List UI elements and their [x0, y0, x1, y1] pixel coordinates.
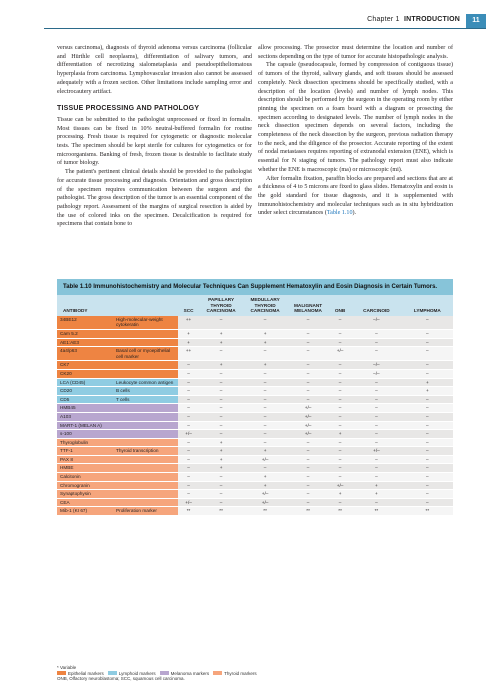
column-header: SCC: [178, 295, 199, 316]
value-cell: +/–: [351, 447, 402, 456]
antibody-cell: 4a4/p63: [57, 347, 114, 361]
value-cell: –: [287, 369, 329, 378]
value-cell: –: [178, 464, 199, 473]
value-cell: –: [287, 464, 329, 473]
value-cell: –: [402, 464, 453, 473]
value-cell: –: [243, 316, 287, 330]
value-cell: –: [243, 464, 287, 473]
antibody-cell: AE1:AE3: [57, 338, 114, 347]
value-cell: –: [287, 395, 329, 404]
table-row: [57, 316, 453, 330]
antibody-cell: MART-1 (MELAN A): [57, 421, 114, 430]
value-cell: **: [243, 507, 287, 516]
value-cell: –: [329, 464, 351, 473]
value-cell: –: [199, 404, 243, 413]
description-cell: [114, 430, 178, 439]
antibody-cell: LCA (CD45): [57, 378, 114, 387]
value-cell: –: [178, 412, 199, 421]
value-cell: –: [329, 387, 351, 396]
paragraph-text: After formalin fixation, paraffin blocks are prepared and sections that are at a thickness of 4 to 5 microns are fixed to glass slides. Hematoxylin and eosin is the gold standard for tissue diagnosis, and it is supplemented with immunohistochemistry and molecular techniques such as in situ hybridization under select circumstances (: [258, 175, 453, 217]
description-cell: [114, 369, 178, 378]
description-cell: Thyroid transcription: [114, 447, 178, 456]
value-cell: –: [402, 455, 453, 464]
value-cell: +/–: [329, 481, 351, 490]
table-row: [57, 498, 453, 507]
antibody-cell: Chromogranin: [57, 481, 114, 490]
value-cell: –: [199, 430, 243, 439]
value-cell: –: [351, 498, 402, 507]
value-cell: –: [351, 412, 402, 421]
value-cell: –: [199, 412, 243, 421]
value-cell: +/–: [287, 412, 329, 421]
description-cell: Leukocyte common antigen: [114, 378, 178, 387]
description-cell: [114, 361, 178, 370]
value-cell: –: [243, 347, 287, 361]
value-cell: –: [329, 361, 351, 370]
value-cell: –/–: [351, 361, 402, 370]
value-cell: –: [351, 473, 402, 482]
value-cell: –/–: [351, 369, 402, 378]
value-cell: –: [402, 404, 453, 413]
description-cell: [114, 421, 178, 430]
table-footnotes: [57, 665, 257, 682]
legend-label: Melanoma markers: [170, 670, 210, 676]
value-cell: –: [329, 498, 351, 507]
value-cell: –: [199, 473, 243, 482]
column-header: LYMPHOMA: [402, 295, 453, 316]
value-cell: –: [402, 316, 453, 330]
value-cell: –: [287, 455, 329, 464]
antibody-cell: s-100: [57, 430, 114, 439]
description-cell: [114, 473, 178, 482]
paragraph: [258, 175, 453, 219]
value-cell: –: [351, 464, 402, 473]
antibody-cell: HMBE: [57, 464, 114, 473]
value-cell: –: [329, 455, 351, 464]
antibody-cell: 34BE12: [57, 316, 114, 330]
value-cell: –: [351, 329, 402, 338]
value-cell: –: [243, 412, 287, 421]
value-cell: –: [351, 421, 402, 430]
value-cell: +: [243, 338, 287, 347]
value-cell: –: [178, 395, 199, 404]
value-cell: **: [199, 507, 243, 516]
value-cell: –: [402, 361, 453, 370]
value-cell: +: [329, 490, 351, 499]
legend-label: Thyroid markers: [224, 670, 257, 676]
table-row: [57, 421, 453, 430]
value-cell: –: [199, 369, 243, 378]
value-cell: –: [351, 455, 402, 464]
value-cell: –: [243, 395, 287, 404]
value-cell: –: [329, 369, 351, 378]
description-cell: [114, 438, 178, 447]
value-cell: –/–: [351, 316, 402, 330]
value-cell: –: [402, 329, 453, 338]
antibody-cell: Cam 5.2: [57, 329, 114, 338]
value-cell: –: [287, 316, 329, 330]
value-cell: –: [178, 447, 199, 456]
value-cell: –: [402, 369, 453, 378]
chapter-title: INTRODUCTION: [403, 16, 460, 23]
value-cell: –: [287, 378, 329, 387]
table-row: [57, 447, 453, 456]
value-cell: **: [402, 507, 453, 516]
antibody-cell: Calcitonin: [57, 473, 114, 482]
running-head: [367, 16, 460, 23]
value-cell: –: [402, 447, 453, 456]
value-cell: –: [351, 430, 402, 439]
value-cell: +: [243, 361, 287, 370]
antibody-cell: Synaptophysin: [57, 490, 114, 499]
value-cell: –: [329, 338, 351, 347]
table-row: [57, 387, 453, 396]
value-cell: –: [178, 455, 199, 464]
antibody-cell: TTF-1: [57, 447, 114, 456]
value-cell: –: [402, 498, 453, 507]
value-cell: –: [199, 481, 243, 490]
value-cell: –: [329, 438, 351, 447]
paragraph: The capsule (pseudocapsule, formed by compression of contiguous tissue) of tumors of the thyroid, salivary glands, and soft tissues should be assessed completely. Neck dissection specimens should be specifically studied, with a description of the location (levels) and number of lymph nodes. This description should be performed by the surgeon in the operating room by either pinning the specimen on a foam board with a diagram or prosecting the specimen according to designated levels. The number of lymph nodes in the neck dissection specimen depends on several factors, including the completeness of the neck dissection by the surgeon, previous radiation therapy to the neck, and the diligence of the prosector. Accurate reporting of the extent of nodal metastases requires reporting of extranodal extension (ENE), which is essential for N staging of tumors. The pathology report must also indicate whether the ENE is macroscopic (ma) or microscopic (mi).: [258, 62, 453, 173]
description-cell: High-molecular-weight cytokeratin: [114, 316, 178, 330]
value-cell: –: [178, 421, 199, 430]
paragraph: versus carcinoma), diagnosis of thyroid adenoma versus carcinoma (follicular and Hürthle cell neoplasms), differentiation of salivary tumors, and differentiation of necrotizing sialometaplasia and pseudoepitheliomatous hyperplasia from carcinoma. Lymphovascular invasion also cannot be assessed adequately with a frozen section. Other limitations include sampling error and electrocautery artifact.: [57, 45, 252, 95]
value-cell: –: [287, 481, 329, 490]
legend-item: [213, 671, 257, 677]
legend-label: Lymphoid markers: [118, 670, 156, 676]
column-header: MEDULLARY THYROID CARCINOMA: [243, 295, 287, 316]
value-cell: +: [199, 464, 243, 473]
value-cell: –: [329, 412, 351, 421]
table-row: [57, 455, 453, 464]
antibody-cell: CK7: [57, 361, 114, 370]
table-row: [57, 438, 453, 447]
value-cell: –: [351, 338, 402, 347]
description-cell: B cells: [114, 387, 178, 396]
value-cell: +: [243, 329, 287, 338]
value-cell: –: [402, 481, 453, 490]
table-row: [57, 361, 453, 370]
value-cell: –: [178, 481, 199, 490]
description-cell: T cells: [114, 395, 178, 404]
paragraph: allow processing. The prosector must determine the location and number of sections depending on the type of tumor for accurate histopathologic analysis.: [258, 45, 453, 60]
table-row: [57, 338, 453, 347]
value-cell: ++: [178, 316, 199, 330]
value-cell: –: [178, 438, 199, 447]
value-cell: –: [243, 404, 287, 413]
value-cell: –: [402, 430, 453, 439]
table-row: [57, 412, 453, 421]
antibody-cell: CK20: [57, 369, 114, 378]
value-cell: +: [243, 447, 287, 456]
value-cell: –: [351, 404, 402, 413]
table-row: [57, 490, 453, 499]
value-cell: –: [199, 378, 243, 387]
value-cell: ++: [178, 347, 199, 361]
antibody-table: [57, 295, 453, 516]
value-cell: –: [402, 438, 453, 447]
description-cell: [114, 455, 178, 464]
antibody-cell: CD20: [57, 387, 114, 396]
value-cell: –: [287, 473, 329, 482]
description-cell: Basal cell or myoepithelial cell marker: [114, 347, 178, 361]
paragraph: The patient's pertinent clinical details should be provided to the pathologist for accurate tissue processing and diagnosis. Orientation and gross description of the specimen requires communication between the surgeon and the pathologist. The gross description of the tumor is an essential component of the pathology report. Assessment of the margins of surgical resection is aided by the use of colored inks on the specimen. Decalcification is required for specimens that contain bone to: [57, 169, 252, 228]
table-1-10: [57, 279, 453, 516]
paragraph: Tissue can be submitted to the pathologist unprocessed or fixed in formalin. Most tissues can be fixed in 10% neutral-buffered formalin for routine processing. Fresh tissue is required for cytogenetic or diagnostic molecular tests. The specimen should be kept sterile for cultures for cytogenetics or for microorganisms. Banking of fresh, frozen tissue is desirable to facilitate study of tumor biology.: [57, 116, 252, 167]
table-row: [57, 369, 453, 378]
value-cell: +/–: [329, 347, 351, 361]
value-cell: –: [178, 387, 199, 396]
value-cell: –: [351, 395, 402, 404]
value-cell: –: [287, 498, 329, 507]
value-cell: **: [178, 507, 199, 516]
value-cell: –: [329, 395, 351, 404]
value-cell: –: [199, 421, 243, 430]
value-cell: –: [402, 395, 453, 404]
value-cell: –: [351, 378, 402, 387]
value-cell: +: [243, 481, 287, 490]
column-header: MALIGNANT MELANOMA: [287, 295, 329, 316]
value-cell: –: [199, 490, 243, 499]
value-cell: –: [329, 329, 351, 338]
legend-swatch: [108, 671, 117, 675]
value-cell: –: [287, 361, 329, 370]
value-cell: +/–: [178, 430, 199, 439]
value-cell: +: [199, 455, 243, 464]
value-cell: –: [329, 316, 351, 330]
antibody-cell: PAX 8: [57, 455, 114, 464]
value-cell: +: [329, 430, 351, 439]
value-cell: –: [402, 421, 453, 430]
value-cell: +: [199, 361, 243, 370]
value-cell: +: [199, 447, 243, 456]
value-cell: –: [199, 498, 243, 507]
value-cell: –: [351, 347, 402, 361]
value-cell: +/–: [287, 421, 329, 430]
value-cell: –: [329, 447, 351, 456]
description-cell: Proliferation marker: [114, 507, 178, 516]
value-cell: –: [351, 387, 402, 396]
chapter-label: Chapter 1: [367, 16, 400, 23]
value-cell: –: [178, 361, 199, 370]
value-cell: +: [199, 338, 243, 347]
value-cell: –: [329, 404, 351, 413]
value-cell: +/–: [287, 404, 329, 413]
column-header: ANTIBODY: [57, 295, 114, 316]
legend-swatch: [213, 671, 222, 675]
value-cell: –: [329, 421, 351, 430]
value-cell: –: [199, 316, 243, 330]
table-row: [57, 507, 453, 516]
value-cell: –: [243, 438, 287, 447]
footnote-variable: * Variable: [57, 665, 77, 670]
table-title: Table 1.10 Immunohistochemistry and Molecular Techniques Can Supplement Hematoxylin and Eosin Diagnosis in Certain Tumors.: [57, 279, 453, 295]
column-header: ONB: [329, 295, 351, 316]
right-column: [258, 44, 453, 218]
value-cell: +: [351, 490, 402, 499]
table-row: [57, 473, 453, 482]
value-cell: +/–: [287, 430, 329, 439]
description-cell: [114, 404, 178, 413]
column-header: PAPILLARY THYROID CARCINOMA: [199, 295, 243, 316]
value-cell: –: [243, 387, 287, 396]
description-cell: [114, 338, 178, 347]
value-cell: –: [178, 369, 199, 378]
table-header-row: [57, 295, 453, 316]
value-cell: –: [178, 490, 199, 499]
value-cell: –: [402, 338, 453, 347]
value-cell: –: [402, 473, 453, 482]
value-cell: –: [178, 378, 199, 387]
table-row: [57, 464, 453, 473]
value-cell: +: [243, 473, 287, 482]
table-body: [57, 316, 453, 516]
table-row: [57, 481, 453, 490]
table-row: [57, 329, 453, 338]
value-cell: –: [402, 347, 453, 361]
antibody-cell: Mib-1 (KI 67): [57, 507, 114, 516]
value-cell: –: [199, 387, 243, 396]
antibody-cell: CD5: [57, 395, 114, 404]
table-row: [57, 395, 453, 404]
value-cell: –: [243, 430, 287, 439]
value-cell: –: [178, 473, 199, 482]
value-cell: –: [287, 329, 329, 338]
antibody-cell: CEA: [57, 498, 114, 507]
value-cell: –: [402, 490, 453, 499]
value-cell: +/–: [243, 455, 287, 464]
value-cell: –: [287, 490, 329, 499]
value-cell: +: [199, 329, 243, 338]
left-column: [57, 44, 252, 229]
column-header: CARCINOID: [351, 295, 402, 316]
value-cell: +: [402, 378, 453, 387]
value-cell: –: [199, 395, 243, 404]
value-cell: –: [243, 421, 287, 430]
value-cell: –: [287, 438, 329, 447]
description-cell: [114, 481, 178, 490]
value-cell: +/–: [243, 490, 287, 499]
value-cell: +: [351, 481, 402, 490]
value-cell: –: [402, 412, 453, 421]
value-cell: –: [329, 378, 351, 387]
value-cell: +: [178, 338, 199, 347]
header-rule: [44, 28, 486, 29]
value-cell: **: [287, 507, 329, 516]
description-cell: [114, 490, 178, 499]
footnote-abbreviations: ONB, Olfactory neuroblastoma; SCC, squamous cell carcinoma.: [57, 676, 185, 682]
description-cell: [114, 412, 178, 421]
description-cell: [114, 329, 178, 338]
value-cell: –: [243, 378, 287, 387]
legend-label: Epithelial markers: [68, 670, 104, 676]
column-header: [114, 295, 178, 316]
value-cell: –: [287, 338, 329, 347]
table-row: [57, 378, 453, 387]
antibody-cell: Thyroglobulin: [57, 438, 114, 447]
legend-swatch: [160, 671, 169, 675]
value-cell: –: [329, 473, 351, 482]
antibody-cell: A103: [57, 412, 114, 421]
value-cell: **: [351, 507, 402, 516]
value-cell: +: [199, 438, 243, 447]
paragraph-text: ).: [352, 210, 357, 217]
value-cell: +/–: [243, 498, 287, 507]
section-heading: TISSUE PROCESSING AND PATHOLOGY: [57, 105, 200, 113]
antibody-cell: HMB45: [57, 404, 114, 413]
value-cell: –: [243, 369, 287, 378]
description-cell: [114, 464, 178, 473]
value-cell: –: [199, 347, 243, 361]
value-cell: –: [351, 438, 402, 447]
table-row: [57, 404, 453, 413]
table-row: [57, 430, 453, 439]
description-cell: [114, 498, 178, 507]
page-number: 11: [466, 14, 486, 28]
legend-swatch: [57, 671, 66, 675]
value-cell: **: [329, 507, 351, 516]
value-cell: +: [402, 387, 453, 396]
value-cell: –: [287, 347, 329, 361]
table-row: [57, 347, 453, 361]
value-cell: +/–: [178, 498, 199, 507]
value-cell: +: [178, 329, 199, 338]
table-reference-link[interactable]: Table 1.10: [326, 210, 353, 217]
value-cell: –: [178, 404, 199, 413]
value-cell: –: [287, 387, 329, 396]
value-cell: –: [287, 447, 329, 456]
